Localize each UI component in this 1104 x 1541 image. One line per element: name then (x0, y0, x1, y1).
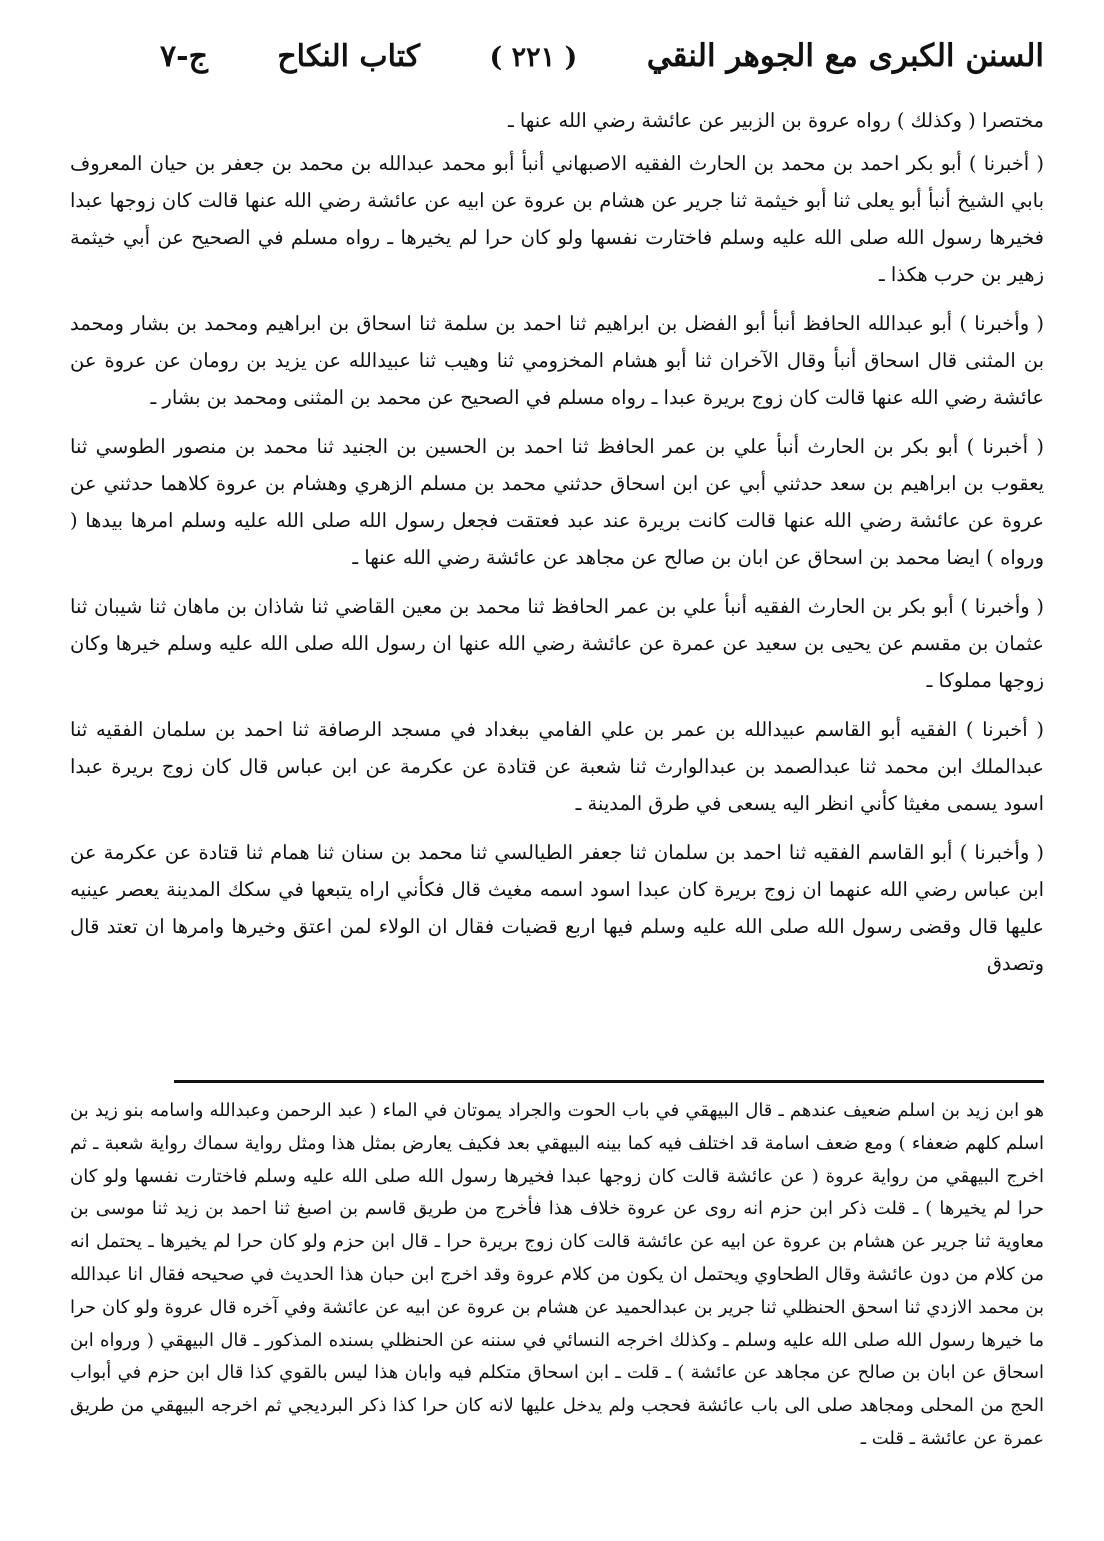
text-paragraph: ( أخبرنا ) أبو بكر احمد بن محمد بن الحارث الفقيه الاصبهاني أنبأ أبو محمد عبدالله بن محمد بن جعفر بن حيان المعروف بابي الشيخ أنبأ أبو يعلى ثنا أبو خيثمة ثنا جرير عن هشام بن عروة عن ابيه عن عائشة رضي الله عنها قالت كان زوجها عبدا فخيرها رسول الله صلى الله عليه وسلم فاختارت نفسها ولو كان حرا لم يخيرها ـ رواه مسلم في الصحيح عن أبي خيثمة زهير بن حرب هكذا ـ (70, 152, 1044, 286)
footnotes (70, 1095, 1044, 1456)
book-title: السنن الكبرى مع الجوهر النقي (646, 38, 1044, 74)
footnote-paragraph: هو ابن زيد بن اسلم ضعيف عندهم ـ قال البيهقي في باب الحوت والجراد يموتان في الماء ( عبد الرحمن وعبدالله واسامه بنو زيد بن اسلم كلهم ضعفاء ) ومع ضعف اسامة قد اختلف فيه كما بينه البيهقي بعد فكيف يعارض بمثل هذا ومثل رواية سماك رواية شعبة ـ ثم اخرج البيهقي من رواية عروة ( عن عائشة قالت كان زوجها عبدا فخيرها رسول الله صلى الله عليه وسلم فاختارت نفسها ولو كان حرا لم يخيرها ) ـ قلت ذكر ابن حزم انه روى عن عروة خلاف هذا فأخرج من طريق قاسم بن اصبغ ثنا احمد بن زيد ثنا موسى بن معاوية ثنا جرير عن هشام بن عروة عن ابيه عن عائشة قالت كان زوج بريرة حرا ـ قال ابن حزم ولو كان حرا لم يخيرها ـ يحتمل انه من كلام من دون عائشة وقال الطحاوي ويحتمل ان يكون من كلام عروة وقد اخرج ابن حبان هذا الحديث في صحيحه فقال انا عبدالله بن محمد الازدي ثنا اسحق الحنظلي ثنا جرير بن عبدالحميد عن هشام بن عروة عن ابيه عن عائشة وفي آخره قال عروة ولو كان حرا ما خيرها رسول الله صلى الله عليه وسلم ـ وكذلك اخرجه النسائي في سننه عن الحنظلي بسنده المذكور ـ قال البيهقي ( ورواه ابن اسحاق عن ابان بن صالح عن مجاهد عن عائشة ) ـ قلت ـ ابن اسحاق متكلم فيه وابان هذا ليس بالقوي كذا قال ابن حزم في أبواب الحج من المحلى ومجاهد صلى الى باب عائشة فحجب ولم يدخل عليها لانه كان حرا كذا ذكر البرديجي ثم اخرجه البيهقي من طريق عمرة عن عائشة ـ قلت ـ (70, 1100, 1044, 1449)
main-text (70, 102, 1044, 982)
text-paragraph: مختصرا ( وكذلك ) رواه عروة بن الزبير عن عائشة رضي الله عنها ـ (507, 109, 1044, 132)
text-paragraph: ( وأخبرنا ) أبو بكر بن الحارث الفقيه أنبأ علي بن عمر الحافظ ثنا محمد بن معين القاضي ثنا شاذان بن ماهان ثنا شيبان ثنا عثمان بن مقسم عن يحيى بن سعيد عن عمرة عن عائشة رضي الله عنها ان رسول الله صلى الله عليه وسلم خيرها وكان زوجها مملوكا ـ (70, 595, 1044, 692)
page-header (70, 38, 1044, 102)
volume-number: ج-٧ (160, 39, 208, 74)
text-paragraph: ( أخبرنا ) الفقيه أبو القاسم عبيدالله بن عمر بن علي الفامي ببغداد في مسجد الرصافة ثنا احمد بن سلمان الفقيه ثنا عبدالملك ابن محمد ثنا عبدالصمد بن عبدالوارث ثنا شعبة عن قتادة عن عكرمة عن ابن عباس قال كان زوج بريرة عبدا اسود يسمى مغيثا كأني انظر اليه يسعى في طرق المدينة ـ (70, 718, 1044, 815)
chapter-title: كتاب النكاح (277, 39, 421, 74)
text-paragraph: ( وأخبرنا ) أبو القاسم الفقيه ثنا احمد بن سلمان ثنا جعفر الطيالسي ثنا محمد بن سنان ثنا همام ثنا قتادة عن عكرمة عن ابن عباس رضي الله عنهما ان زوج بريرة كان عبدا اسود اسمه مغيث قال فكأني اراه يتبعها في سكك المدينة يعصر عينيه عليها قال وقضى رسول الله صلى الله عليه وسلم فيها اربع قضيات فقال ان الولاء لمن اعتق وخيرها وامرها ان تعتد قال وتصدق (70, 841, 1044, 975)
text-paragraph: ( وأخبرنا ) أبو عبدالله الحافظ أنبأ أبو الفضل بن ابراهيم ثنا احمد بن سلمة ثنا اسحاق بن ابراهيم ومحمد بن بشار ومحمد بن المثنى قال اسحاق أنبأ وقال الآخران ثنا أبو هشام المخزومي ثنا وهيب ثنا عبيدالله عن يزيد بن رومان عن عروة عن عائشة رضي الله عنها قالت كان زوج بريرة عبدا ـ رواه مسلم في الصحيح عن محمد بن المثنى ومحمد بن بشار ـ (70, 312, 1044, 409)
footnote-divider (174, 1080, 1044, 1083)
text-paragraph: ( أخبرنا ) أبو بكر بن الحارث أنبأ علي بن عمر الحافظ ثنا احمد بن الحسين بن الجنيد ثنا محمد بن منصور الطوسي ثنا يعقوب بن ابراهيم بن سعد حدثني أبي عن ابن اسحاق حدثني محمد بن مسلم الزهري وهشام بن عروة كلاهما حدثني عن عروة عن عائشة رضي الله عنها قالت كانت بريرة عند عبد فعتقت فجعل رسول الله صلى الله عليه وسلم امرها بيدها ( ورواه ) ايضا محمد بن اسحاق عن ابان بن صالح عن مجاهد عن عائشة رضي الله عنها ـ (70, 435, 1044, 569)
page-number: ( ٢٢١ ) (489, 42, 578, 73)
